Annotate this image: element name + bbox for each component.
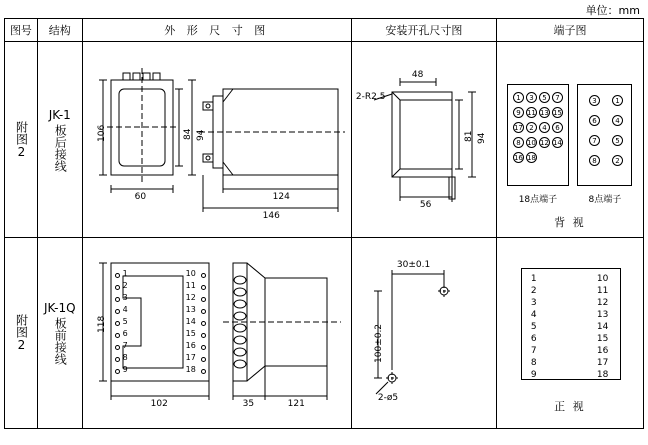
terminal-number: 4 <box>530 310 537 320</box>
pin-dot <box>201 285 206 290</box>
dim-94: 94 <box>195 129 206 141</box>
pin-dot <box>201 333 206 338</box>
terminal-pin: 13 <box>539 109 549 117</box>
row1-mounting-drawing <box>351 42 496 238</box>
terminal-pin: 5 <box>539 92 550 103</box>
terminal-8-caption: 8点端子 <box>588 195 622 205</box>
terminal-pin: 3 <box>526 92 537 103</box>
dim-124: 124 <box>272 192 290 202</box>
terminal-pin: 1 <box>612 95 623 106</box>
terminal-number: 15 <box>596 334 609 344</box>
pin-number: 12 <box>185 293 196 302</box>
row1-terminal-drawing <box>496 42 643 238</box>
pin-number: 3 <box>122 293 128 302</box>
row1-model: JK-1 <box>48 107 71 122</box>
row2-figure-no-text: 附图2 <box>14 314 29 352</box>
terminal-pin: 3 <box>589 95 600 106</box>
pin-dot <box>201 309 206 314</box>
pin-number: 17 <box>185 353 196 362</box>
dim-81: 81 <box>463 130 474 142</box>
terminal-pin: 6 <box>552 122 563 133</box>
terminal-number: 10 <box>596 274 609 284</box>
row2-structure <box>37 238 82 429</box>
terminal-pin: 6 <box>589 115 600 126</box>
terminal-number: 8 <box>530 358 537 368</box>
outline-jk1 <box>83 42 351 237</box>
pin-number: 9 <box>122 365 128 374</box>
pin-dot <box>115 285 120 290</box>
pin-dot <box>201 345 206 350</box>
dimension-table <box>4 18 644 429</box>
pin-number: 6 <box>122 329 128 338</box>
dim-2R25: 2-R2.5 <box>355 92 386 102</box>
terminal-pin: 16 <box>513 154 523 162</box>
terminal-pin: 4 <box>612 115 623 126</box>
pin-number: 1 <box>122 269 128 278</box>
row2-terminal-drawing <box>496 238 643 429</box>
pin-dot <box>115 273 120 278</box>
unit-note: 单位：mm <box>585 4 640 17</box>
terminal-number: 6 <box>530 334 537 344</box>
terminal-pin: 10 <box>526 139 536 147</box>
terminal-view-caption: 背 视 <box>554 216 586 229</box>
pin-dot <box>115 321 120 326</box>
row2-model: JK-1Q <box>43 301 76 315</box>
pin-number: 7 <box>122 341 128 350</box>
terminal-number: 1 <box>530 274 537 284</box>
terminal-number: 16 <box>596 346 609 356</box>
terminal-number: 11 <box>596 286 609 296</box>
pin-dot <box>201 297 206 302</box>
pin-number: 18 <box>185 365 196 374</box>
pin-dot <box>201 321 206 326</box>
dim-121: 121 <box>287 399 305 409</box>
dim-94: 94 <box>476 132 487 144</box>
dim-2-d5: 2-ø5 <box>377 393 399 403</box>
row1-figure-no <box>5 42 38 238</box>
pin-dot <box>201 357 206 362</box>
terminal-pin: 2 <box>612 155 623 166</box>
terminal-pin: 8 <box>589 155 600 166</box>
terminal-pin: 5 <box>612 135 623 146</box>
pin-dot <box>115 309 120 314</box>
outline-jk1q <box>83 238 351 428</box>
pin-dot <box>115 297 120 302</box>
pin-number: 15 <box>185 329 196 338</box>
dim-100: 100±0.2 <box>373 323 384 363</box>
pin-dot <box>201 273 206 278</box>
table-row <box>5 42 644 238</box>
pin-dot <box>115 357 120 362</box>
row1-outline-drawing <box>82 42 351 238</box>
terminal-pin: 14 <box>552 139 562 147</box>
row1-structure-desc: 板后接线 <box>53 123 68 172</box>
terminal-number: 13 <box>596 310 609 320</box>
terminal-18-caption: 18点端子 <box>518 195 558 205</box>
pin-number: 10 <box>185 269 196 278</box>
pin-dot <box>115 345 120 350</box>
terminal-8-box <box>577 84 632 186</box>
terminal-jk1q <box>497 238 643 428</box>
table-header-row <box>5 19 644 42</box>
row2-figure-no <box>5 238 38 429</box>
terminal-pin: 15 <box>552 109 562 117</box>
header-outline: 外 形 尺 寸 图 <box>82 19 351 42</box>
dim-102: 102 <box>150 399 168 409</box>
terminal-number: 18 <box>596 370 609 380</box>
dim-30: 30±0.1 <box>396 260 431 270</box>
dim-146: 146 <box>262 211 280 221</box>
terminal-pin: 18 <box>526 154 536 162</box>
dim-84: 84 <box>182 128 193 140</box>
terminal-number: 14 <box>596 322 609 332</box>
dim-56: 56 <box>419 200 432 210</box>
terminal-pin: 17 <box>513 124 523 132</box>
terminal-number: 12 <box>596 298 609 308</box>
header-structure: 结构 <box>37 19 82 42</box>
row1-structure <box>37 42 82 238</box>
pin-number: 4 <box>122 305 128 314</box>
pin-dot <box>115 333 120 338</box>
terminal-number: 5 <box>530 322 537 332</box>
header-terminal: 端子图 <box>496 19 643 42</box>
pin-number: 13 <box>185 305 196 314</box>
terminal-pin: 11 <box>526 109 536 117</box>
row2-structure-desc: 板前接线 <box>53 317 68 365</box>
header-figure-no: 图号 <box>5 19 38 42</box>
mounting-jk1q <box>352 238 496 428</box>
terminal-view-caption: 正 视 <box>554 400 586 413</box>
mounting-jk1 <box>352 42 496 237</box>
terminal-pin: 7 <box>552 92 563 103</box>
pin-number: 11 <box>185 281 196 290</box>
row1-figure-no-text: 附图2 <box>14 120 29 159</box>
row2-outline-drawing <box>82 238 351 429</box>
pin-number: 8 <box>122 353 128 362</box>
dim-35: 35 <box>242 399 255 409</box>
terminal-number: 9 <box>530 370 537 380</box>
dim-48: 48 <box>411 70 424 80</box>
table-row <box>5 238 644 429</box>
terminal-pin: 12 <box>539 139 549 147</box>
terminal-jk1 <box>497 42 643 237</box>
pin-dot <box>201 369 206 374</box>
terminal-pin: 9 <box>513 107 524 118</box>
terminal-number: 17 <box>596 358 609 368</box>
terminal-pin: 7 <box>589 135 600 146</box>
terminal-pin: 8 <box>513 137 524 148</box>
terminal-pin: 1 <box>513 92 524 103</box>
terminal-number: 3 <box>530 298 537 308</box>
dim-60: 60 <box>134 192 147 202</box>
terminal-number: 7 <box>530 346 537 356</box>
row2-mounting-drawing <box>351 238 496 429</box>
dim-118: 118 <box>96 315 107 333</box>
pin-number: 2 <box>122 281 128 290</box>
dim-106: 106 <box>96 124 107 142</box>
pin-number: 14 <box>185 317 196 326</box>
terminal-number: 2 <box>530 286 537 296</box>
pin-number: 5 <box>122 317 128 326</box>
pin-dot <box>115 369 120 374</box>
terminal-pin: 2 <box>526 122 537 133</box>
header-mounting: 安装开孔尺寸图 <box>351 19 496 42</box>
outline-jk1-svg <box>83 42 353 237</box>
pin-number: 16 <box>185 341 196 350</box>
terminal-pin: 4 <box>539 122 550 133</box>
